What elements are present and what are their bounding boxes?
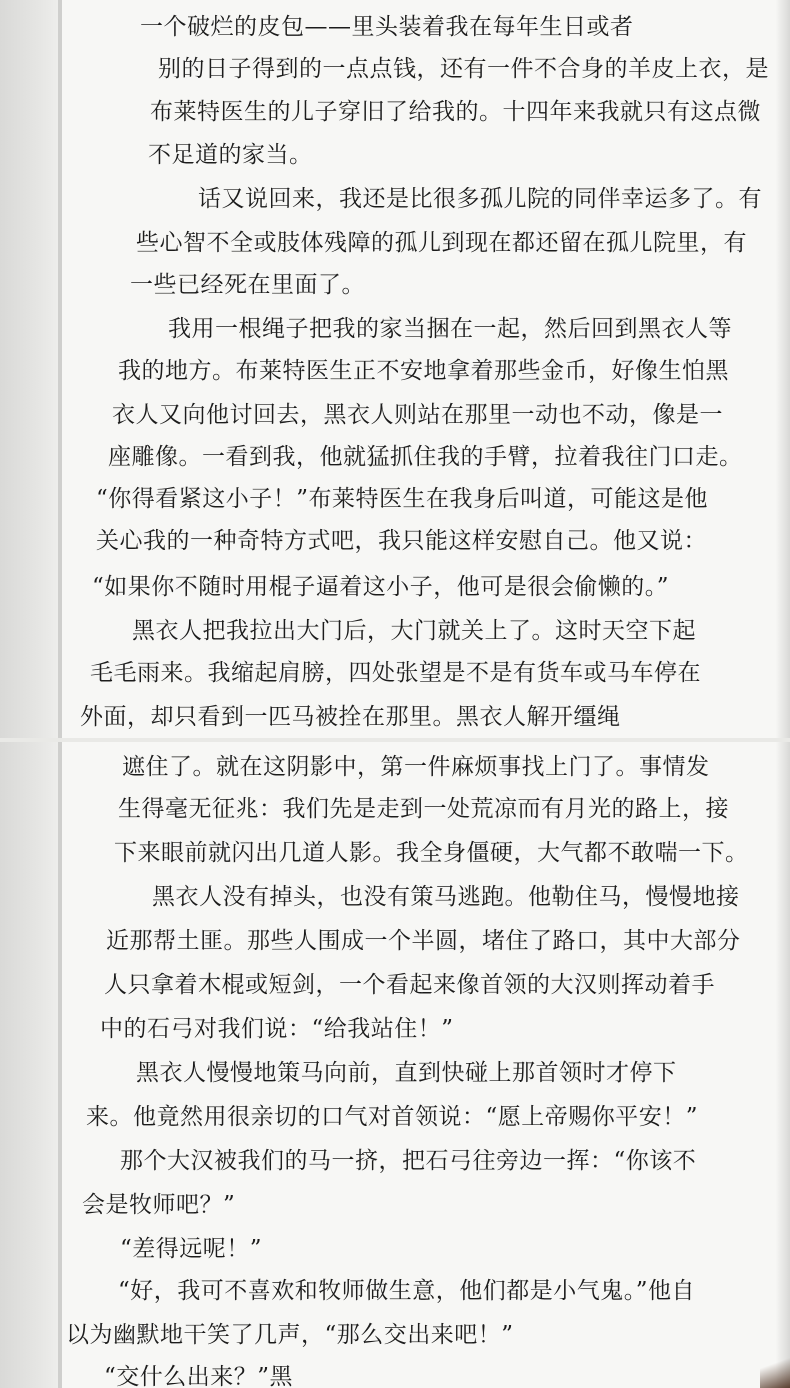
text-line: 以为幽默地干笑了几声，“那么交出来吧！” (66, 1322, 514, 1348)
text-line: 布莱特医生的儿子穿旧了给我的。十四年来我就只有这点微 (150, 99, 761, 125)
text-line: 黑衣人没有掉头，也没有策马逃跑。他勒住马，慢慢地接 (152, 884, 740, 910)
text-line: 衣人又向他讨回去，黑衣人则站在那里一动也不动，像是一 (112, 402, 723, 428)
text-line: 一个破烂的皮包——里头装着我在每年生日或者 (140, 14, 634, 40)
text-line: 中的石弓对我们说：“给我站住！” (100, 1016, 454, 1042)
text-line: 一些已经死在里面了。 (130, 272, 365, 298)
text-line: 遮住了。就在这阴影中，第一件麻烦事找上门了。事情发 (122, 754, 710, 780)
text-line: “好，我可不喜欢和牧师做生意，他们都是小气鬼。”他自 (118, 1278, 696, 1304)
text-line: “差得远呢！” (120, 1236, 263, 1262)
text-line: 会是牧师吧？” (82, 1192, 236, 1218)
text-line: 黑衣人慢慢地策马向前，直到快碰上那首领时才停下 (136, 1060, 677, 1086)
bottom-page-photo (0, 742, 790, 1388)
text-line: 我用一根绳子把我的家当捆在一起，然后回到黑衣人等 (168, 316, 732, 342)
text-line: “交什么出来？”黑 (104, 1364, 294, 1388)
text-line: 毛毛雨来。我缩起肩膀，四处张望是不是有货车或马车停在 (90, 660, 701, 686)
text-line: 不足道的家当。 (148, 142, 313, 168)
text-line: 近那帮土匪。那些人围成一个半圆，堵住了路口，其中大部分 (106, 928, 741, 954)
text-line: 座雕像。一看到我，他就猛抓住我的手臂，拉着我往门口走。 (108, 444, 743, 470)
text-line: 关心我的一种奇特方式吧，我只能这样安慰自己。他又说： (96, 528, 707, 554)
text-line: 些心智不全或肢体残障的孤儿到现在都还留在孤儿院里，有 (136, 230, 747, 256)
text-line: “如果你不随时用棍子逼着这小子，他可是很会偷懒的。” (92, 574, 670, 600)
text-line: 外面，却只看到一匹马被拴在那里。黑衣人解开缰绳 (80, 704, 621, 730)
text-line: 人只拿着木棍或短剑，一个看起来像首领的大汉则挥动着手 (104, 972, 715, 998)
text-line: 来。他竟然用很亲切的口气对首领说：“愿上帝赐你平安！” (86, 1104, 699, 1130)
text-line: 我的地方。布莱特医生正不安地拿着那些金币，好像生怕黑 (118, 358, 729, 384)
text-line: 生得毫无征兆：我们先是走到一处荒凉而有月光的路上，接 (118, 796, 729, 822)
text-line: 下来眼前就闪出几道人影。我全身僵硬，大气都不敢喘一下。 (114, 840, 749, 866)
text-line: 别的日子得到的一点点钱，还有一件不合身的羊皮上衣，是 (158, 56, 769, 82)
text-line: 那个大汉被我们的马一挤，把石弓往旁边一挥：“你该不 (120, 1148, 697, 1174)
bottom-page-text (0, 742, 790, 1388)
text-line: 黑衣人把我拉出大门后，大门就关上了。这时天空下起 (132, 618, 696, 644)
text-line: “你得看紧这小子！”布莱特医生在我身后叫道，可能这是他 (96, 486, 709, 512)
text-line: 话又说回来，我还是比很多孤儿院的同伴幸运多了。有 (198, 186, 762, 212)
